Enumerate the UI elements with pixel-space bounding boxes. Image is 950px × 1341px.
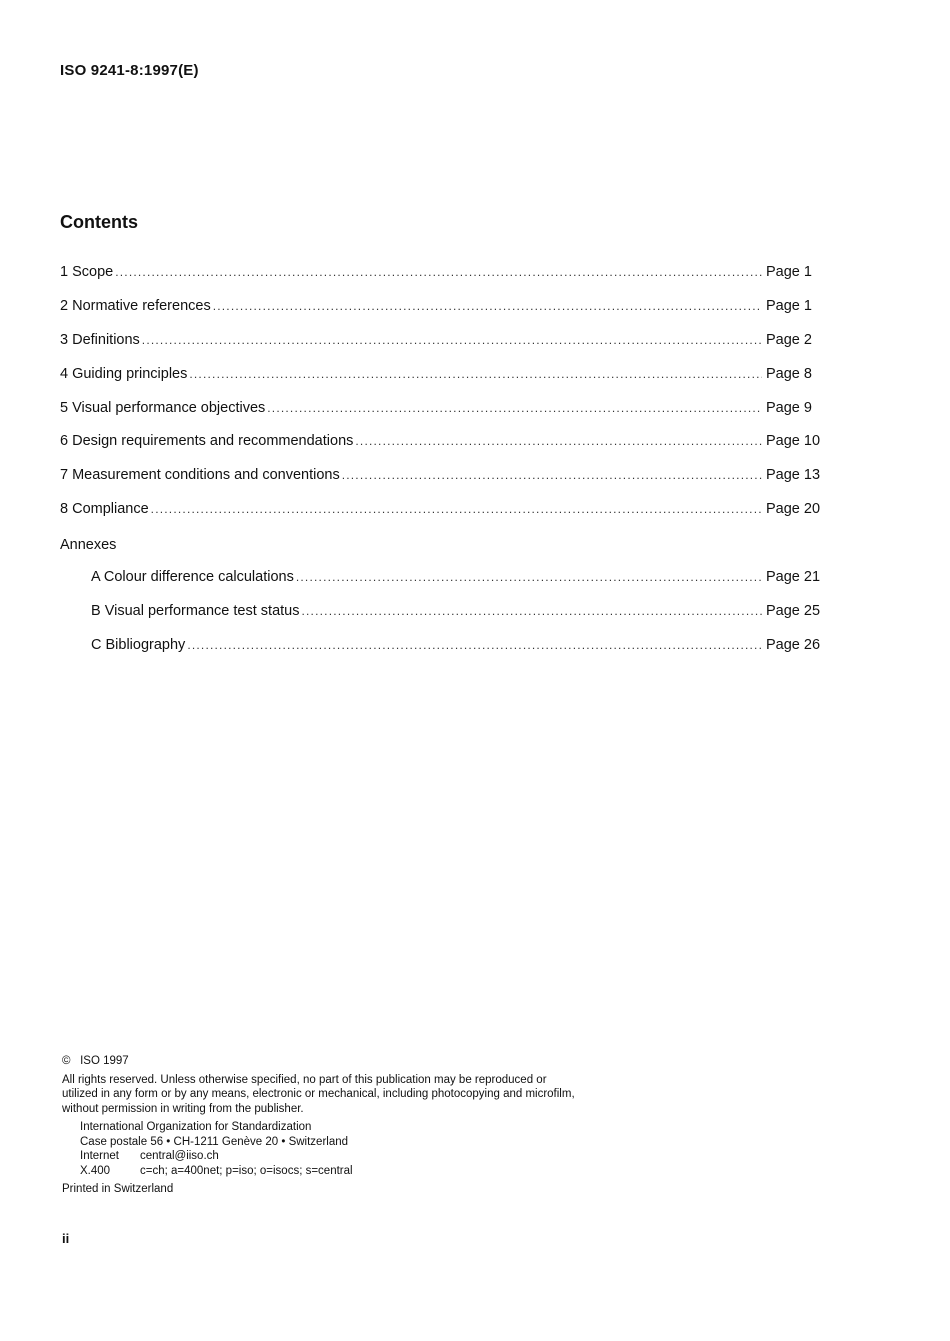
toc-entry-scope[interactable] xyxy=(60,264,824,298)
internet-address[interactable]: central@iiso.ch xyxy=(140,1150,219,1162)
toc-entry-page: Page 8 xyxy=(766,365,812,382)
toc-leader-dots xyxy=(267,401,762,415)
toc-entry-label: 2 Normative references xyxy=(60,297,211,314)
toc-leader-dots xyxy=(151,502,762,516)
toc-entry-label: 1 Scope xyxy=(60,264,114,280)
toc-leader-dots xyxy=(296,570,762,584)
internet-line xyxy=(80,1149,582,1164)
document-id: ISO 9241-8:1997(E) xyxy=(60,62,199,79)
rights-statement: All rights reserved. Unless otherwise specified, no part of this publication may be reproduced or utilized in any form or by any means, electronic or mechanical, including photocopying and microfilm, without permission in writing from the publisher. xyxy=(62,1073,575,1115)
toc-leader-dots xyxy=(189,367,762,381)
printed-in: Printed in Switzerland xyxy=(62,1183,174,1195)
toc-entry-label: 6 Design requirements and recommendations xyxy=(60,433,354,450)
toc-entry-label: 7 Measurement conditions and conventions xyxy=(60,467,340,484)
publisher-name: International Organization for Standardization xyxy=(80,1121,312,1133)
table-of-contents xyxy=(60,264,824,671)
x400-line xyxy=(80,1164,582,1179)
toc-entry-page: Page 21 xyxy=(766,569,821,586)
toc-entry-normative-references[interactable] xyxy=(60,298,824,332)
toc-leader-dots xyxy=(187,638,762,652)
toc-leader-dots xyxy=(213,299,762,313)
toc-entry-page: Page 10 xyxy=(766,433,821,450)
postal-address: Case postale 56 • CH-1211 Genève 20 • Switzerland xyxy=(80,1135,349,1148)
toc-leader-dots xyxy=(301,604,762,618)
toc-leader-dots xyxy=(342,468,762,482)
internet-label: Internet xyxy=(80,1150,119,1162)
toc-entry-page: Page 20 xyxy=(766,501,821,518)
toc-annex-bibliography[interactable] xyxy=(60,637,824,671)
toc-leader-dots xyxy=(142,333,762,347)
toc-entry-page: Page 9 xyxy=(766,399,812,416)
toc-entry-page: Page 25 xyxy=(766,602,821,619)
toc-entry-guiding-principles[interactable] xyxy=(60,366,824,400)
copyright-line xyxy=(62,1054,582,1069)
toc-entry-label: 3 Definitions xyxy=(60,331,140,348)
toc-entry-measurement-conditions[interactable] xyxy=(60,467,824,501)
copyright-icon: © xyxy=(62,1055,71,1067)
page-number: ii xyxy=(62,1231,70,1246)
toc-entry-page: Page 2 xyxy=(766,331,812,348)
toc-annex-visual-performance-test[interactable] xyxy=(60,603,824,637)
toc-entry-design-requirements[interactable] xyxy=(60,433,824,467)
toc-leader-dots xyxy=(355,434,762,448)
toc-entry-visual-performance-objectives[interactable] xyxy=(60,400,824,434)
contents-title: Contents xyxy=(60,212,138,232)
toc-entry-definitions[interactable] xyxy=(60,332,824,366)
toc-entry-label: B Visual performance test status xyxy=(91,602,300,619)
toc-entry-page: Page 1 xyxy=(766,297,812,314)
toc-entry-page: Page 13 xyxy=(766,467,821,484)
toc-entry-page: Page 26 xyxy=(766,636,821,653)
toc-leader-dots xyxy=(115,265,762,279)
x400-label: X.400 xyxy=(80,1164,111,1177)
toc-entry-label: 5 Visual performance objectives xyxy=(60,399,266,416)
toc-entry-label: C Bibliography xyxy=(91,636,186,653)
toc-entry-label: A Colour difference calculations xyxy=(91,569,294,586)
toc-entry-page: Page 1 xyxy=(766,264,812,280)
toc-entry-label: 8 Compliance xyxy=(60,501,149,518)
publisher-address xyxy=(62,1120,582,1178)
copyright-year: ISO 1997 xyxy=(80,1055,129,1067)
toc-entry-label: 4 Guiding principles xyxy=(60,365,188,382)
x400-address: c=ch; a=400net; p=iso; o=isocs; s=central xyxy=(140,1164,353,1177)
toc-annex-colour-difference[interactable] xyxy=(60,569,824,603)
toc-entry-compliance[interactable] xyxy=(60,501,824,535)
copyright-block xyxy=(62,1054,582,1197)
annexes-heading: Annexes xyxy=(60,537,117,554)
